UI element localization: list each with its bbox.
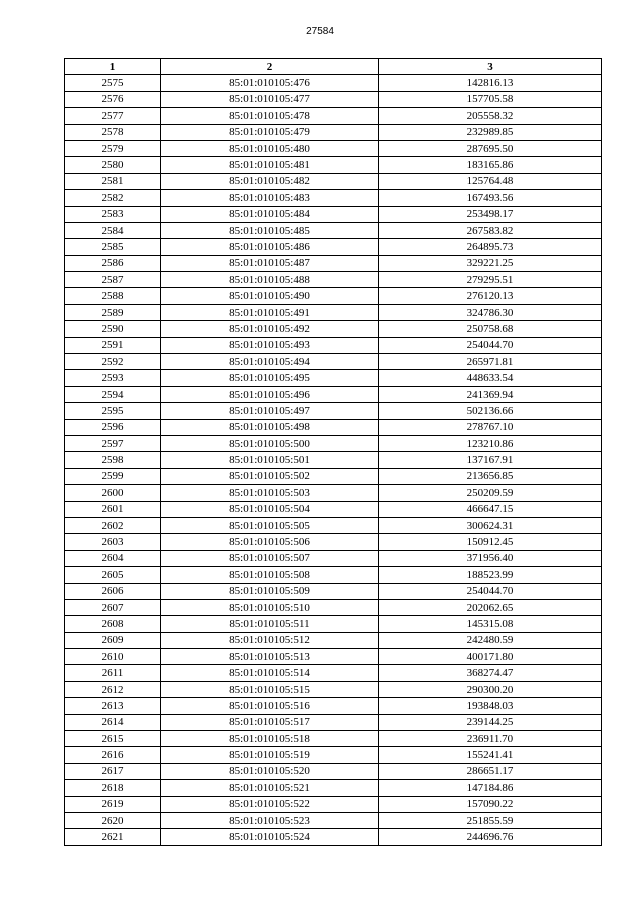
table-row <box>65 354 602 370</box>
cadastral-number-cell: 85:01:010105:507 <box>161 550 379 566</box>
table-row <box>65 272 602 288</box>
value-cell: 183165.86 <box>379 157 602 173</box>
table-row <box>65 288 602 304</box>
column-header-3: 3 <box>379 59 602 75</box>
column-header-2: 2 <box>161 59 379 75</box>
cadastral-number-cell: 85:01:010105:510 <box>161 599 379 615</box>
table-row <box>65 665 602 681</box>
table-row <box>65 108 602 124</box>
table-row <box>65 321 602 337</box>
table-row <box>65 157 602 173</box>
table-row <box>65 452 602 468</box>
value-cell: 279295.51 <box>379 272 602 288</box>
table-row <box>65 649 602 665</box>
cadastral-number-cell: 85:01:010105:483 <box>161 190 379 206</box>
table-row <box>65 583 602 599</box>
table-row <box>65 681 602 697</box>
row-number-cell: 2598 <box>65 452 161 468</box>
table-row <box>65 829 602 845</box>
value-cell: 286651.17 <box>379 763 602 779</box>
table-row <box>65 190 602 206</box>
cadastral-number-cell: 85:01:010105:512 <box>161 632 379 648</box>
value-cell: 193848.03 <box>379 698 602 714</box>
table-header <box>65 59 602 75</box>
cadastral-number-cell: 85:01:010105:501 <box>161 452 379 468</box>
table-row <box>65 435 602 451</box>
table-row <box>65 485 602 501</box>
table-row <box>65 747 602 763</box>
cadastral-number-cell: 85:01:010105:508 <box>161 567 379 583</box>
table-row <box>65 731 602 747</box>
value-cell: 371956.40 <box>379 550 602 566</box>
value-cell: 157705.58 <box>379 91 602 107</box>
cadastral-number-cell: 85:01:010105:523 <box>161 812 379 828</box>
cadastral-number-cell: 85:01:010105:518 <box>161 731 379 747</box>
cadastral-number-cell: 85:01:010105:496 <box>161 386 379 402</box>
row-number-cell: 2580 <box>65 157 161 173</box>
value-cell: 324786.30 <box>379 304 602 320</box>
cadastral-number-cell: 85:01:010105:488 <box>161 272 379 288</box>
value-cell: 241369.94 <box>379 386 602 402</box>
page-number: 27584 <box>306 26 334 37</box>
value-cell: 265971.81 <box>379 354 602 370</box>
value-cell: 502136.66 <box>379 403 602 419</box>
row-number-cell: 2611 <box>65 665 161 681</box>
cadastral-number-cell: 85:01:010105:484 <box>161 206 379 222</box>
row-number-cell: 2600 <box>65 485 161 501</box>
row-number-cell: 2616 <box>65 747 161 763</box>
table-row <box>65 796 602 812</box>
row-number-cell: 2618 <box>65 780 161 796</box>
value-cell: 205558.32 <box>379 108 602 124</box>
row-number-cell: 2596 <box>65 419 161 435</box>
value-cell: 125764.48 <box>379 173 602 189</box>
table-row <box>65 239 602 255</box>
cadastral-number-cell: 85:01:010105:514 <box>161 665 379 681</box>
table-row <box>65 550 602 566</box>
row-number-cell: 2601 <box>65 501 161 517</box>
cadastral-number-cell: 85:01:010105:516 <box>161 698 379 714</box>
row-number-cell: 2604 <box>65 550 161 566</box>
table-row <box>65 304 602 320</box>
cadastral-number-cell: 85:01:010105:482 <box>161 173 379 189</box>
row-number-cell: 2615 <box>65 731 161 747</box>
value-cell: 466647.15 <box>379 501 602 517</box>
row-number-cell: 2584 <box>65 222 161 238</box>
table-row <box>65 255 602 271</box>
table-row <box>65 403 602 419</box>
table-row <box>65 632 602 648</box>
row-number-cell: 2602 <box>65 517 161 533</box>
table-row <box>65 780 602 796</box>
row-number-cell: 2621 <box>65 829 161 845</box>
value-cell: 290300.20 <box>379 681 602 697</box>
header-row <box>65 59 602 75</box>
value-cell: 278767.10 <box>379 419 602 435</box>
row-number-cell: 2577 <box>65 108 161 124</box>
row-number-cell: 2603 <box>65 534 161 550</box>
row-number-cell: 2620 <box>65 812 161 828</box>
row-number-cell: 2586 <box>65 255 161 271</box>
value-cell: 253498.17 <box>379 206 602 222</box>
row-number-cell: 2608 <box>65 616 161 632</box>
row-number-cell: 2576 <box>65 91 161 107</box>
table-row <box>65 91 602 107</box>
row-number-cell: 2606 <box>65 583 161 599</box>
value-cell: 242480.59 <box>379 632 602 648</box>
value-cell: 147184.86 <box>379 780 602 796</box>
table-row <box>65 698 602 714</box>
table-row <box>65 714 602 730</box>
cadastral-number-cell: 85:01:010105:486 <box>161 239 379 255</box>
row-number-cell: 2588 <box>65 288 161 304</box>
value-cell: 155241.41 <box>379 747 602 763</box>
table-row <box>65 337 602 353</box>
value-cell: 145315.08 <box>379 616 602 632</box>
row-number-cell: 2599 <box>65 468 161 484</box>
value-cell: 368274.47 <box>379 665 602 681</box>
cadastral-number-cell: 85:01:010105:495 <box>161 370 379 386</box>
table-row <box>65 419 602 435</box>
cadastral-number-cell: 85:01:010105:511 <box>161 616 379 632</box>
table-row <box>65 567 602 583</box>
cadastral-number-cell: 85:01:010105:522 <box>161 796 379 812</box>
row-number-cell: 2597 <box>65 435 161 451</box>
cadastral-number-cell: 85:01:010105:504 <box>161 501 379 517</box>
table-row <box>65 222 602 238</box>
cadastral-number-cell: 85:01:010105:497 <box>161 403 379 419</box>
value-cell: 250209.59 <box>379 485 602 501</box>
value-cell: 202062.65 <box>379 599 602 615</box>
row-number-cell: 2578 <box>65 124 161 140</box>
value-cell: 276120.13 <box>379 288 602 304</box>
table-row <box>65 140 602 156</box>
row-number-cell: 2587 <box>65 272 161 288</box>
table-row <box>65 173 602 189</box>
cadastral-number-cell: 85:01:010105:513 <box>161 649 379 665</box>
cadastral-number-cell: 85:01:010105:520 <box>161 763 379 779</box>
cadastral-number-cell: 85:01:010105:477 <box>161 91 379 107</box>
cadastral-number-cell: 85:01:010105:480 <box>161 140 379 156</box>
table-row <box>65 75 602 91</box>
table-row <box>65 517 602 533</box>
cadastral-number-cell: 85:01:010105:490 <box>161 288 379 304</box>
table-row <box>65 468 602 484</box>
cadastral-number-cell: 85:01:010105:502 <box>161 468 379 484</box>
cadastral-number-cell: 85:01:010105:524 <box>161 829 379 845</box>
value-cell: 287695.50 <box>379 140 602 156</box>
table-row <box>65 616 602 632</box>
value-cell: 150912.45 <box>379 534 602 550</box>
cadastral-number-cell: 85:01:010105:479 <box>161 124 379 140</box>
row-number-cell: 2619 <box>65 796 161 812</box>
row-number-cell: 2592 <box>65 354 161 370</box>
cadastral-number-cell: 85:01:010105:492 <box>161 321 379 337</box>
row-number-cell: 2594 <box>65 386 161 402</box>
value-cell: 157090.22 <box>379 796 602 812</box>
cadastral-number-cell: 85:01:010105:500 <box>161 435 379 451</box>
cadastral-number-cell: 85:01:010105:485 <box>161 222 379 238</box>
row-number-cell: 2614 <box>65 714 161 730</box>
row-number-cell: 2590 <box>65 321 161 337</box>
value-cell: 123210.86 <box>379 435 602 451</box>
value-cell: 167493.56 <box>379 190 602 206</box>
cadastral-number-cell: 85:01:010105:491 <box>161 304 379 320</box>
cadastral-number-cell: 85:01:010105:498 <box>161 419 379 435</box>
row-number-cell: 2591 <box>65 337 161 353</box>
row-number-cell: 2589 <box>65 304 161 320</box>
row-number-cell: 2595 <box>65 403 161 419</box>
value-cell: 329221.25 <box>379 255 602 271</box>
cadastral-number-cell: 85:01:010105:505 <box>161 517 379 533</box>
row-number-cell: 2593 <box>65 370 161 386</box>
cadastral-number-cell: 85:01:010105:515 <box>161 681 379 697</box>
table-row <box>65 501 602 517</box>
value-cell: 188523.99 <box>379 567 602 583</box>
row-number-cell: 2609 <box>65 632 161 648</box>
cadastral-number-cell: 85:01:010105:517 <box>161 714 379 730</box>
row-number-cell: 2607 <box>65 599 161 615</box>
value-cell: 244696.76 <box>379 829 602 845</box>
value-cell: 254044.70 <box>379 583 602 599</box>
row-number-cell: 2581 <box>65 173 161 189</box>
value-cell: 251855.59 <box>379 812 602 828</box>
row-number-cell: 2583 <box>65 206 161 222</box>
cadastral-number-cell: 85:01:010105:506 <box>161 534 379 550</box>
cadastral-number-cell: 85:01:010105:493 <box>161 337 379 353</box>
row-number-cell: 2617 <box>65 763 161 779</box>
value-cell: 267583.82 <box>379 222 602 238</box>
value-cell: 232989.85 <box>379 124 602 140</box>
cadastral-number-cell: 85:01:010105:494 <box>161 354 379 370</box>
table-row <box>65 812 602 828</box>
table-row <box>65 386 602 402</box>
column-header-1: 1 <box>65 59 161 75</box>
value-cell: 264895.73 <box>379 239 602 255</box>
cadastral-number-cell: 85:01:010105:478 <box>161 108 379 124</box>
row-number-cell: 2582 <box>65 190 161 206</box>
cadastral-number-cell: 85:01:010105:476 <box>161 75 379 91</box>
table-row <box>65 534 602 550</box>
cadastral-number-cell: 85:01:010105:519 <box>161 747 379 763</box>
row-number-cell: 2579 <box>65 140 161 156</box>
value-cell: 213656.85 <box>379 468 602 484</box>
table-body <box>65 75 602 845</box>
row-number-cell: 2613 <box>65 698 161 714</box>
value-cell: 254044.70 <box>379 337 602 353</box>
value-cell: 448633.54 <box>379 370 602 386</box>
value-cell: 142816.13 <box>379 75 602 91</box>
value-cell: 236911.70 <box>379 731 602 747</box>
value-cell: 137167.91 <box>379 452 602 468</box>
value-cell: 250758.68 <box>379 321 602 337</box>
table-row <box>65 763 602 779</box>
value-cell: 239144.25 <box>379 714 602 730</box>
row-number-cell: 2612 <box>65 681 161 697</box>
data-table <box>64 58 602 846</box>
row-number-cell: 2610 <box>65 649 161 665</box>
cadastral-number-cell: 85:01:010105:487 <box>161 255 379 271</box>
table-row <box>65 124 602 140</box>
cadastral-number-cell: 85:01:010105:521 <box>161 780 379 796</box>
cadastral-number-cell: 85:01:010105:509 <box>161 583 379 599</box>
value-cell: 300624.31 <box>379 517 602 533</box>
row-number-cell: 2585 <box>65 239 161 255</box>
table-row <box>65 206 602 222</box>
table-row <box>65 599 602 615</box>
row-number-cell: 2605 <box>65 567 161 583</box>
table-row <box>65 370 602 386</box>
row-number-cell: 2575 <box>65 75 161 91</box>
cadastral-number-cell: 85:01:010105:481 <box>161 157 379 173</box>
cadastral-number-cell: 85:01:010105:503 <box>161 485 379 501</box>
value-cell: 400171.80 <box>379 649 602 665</box>
